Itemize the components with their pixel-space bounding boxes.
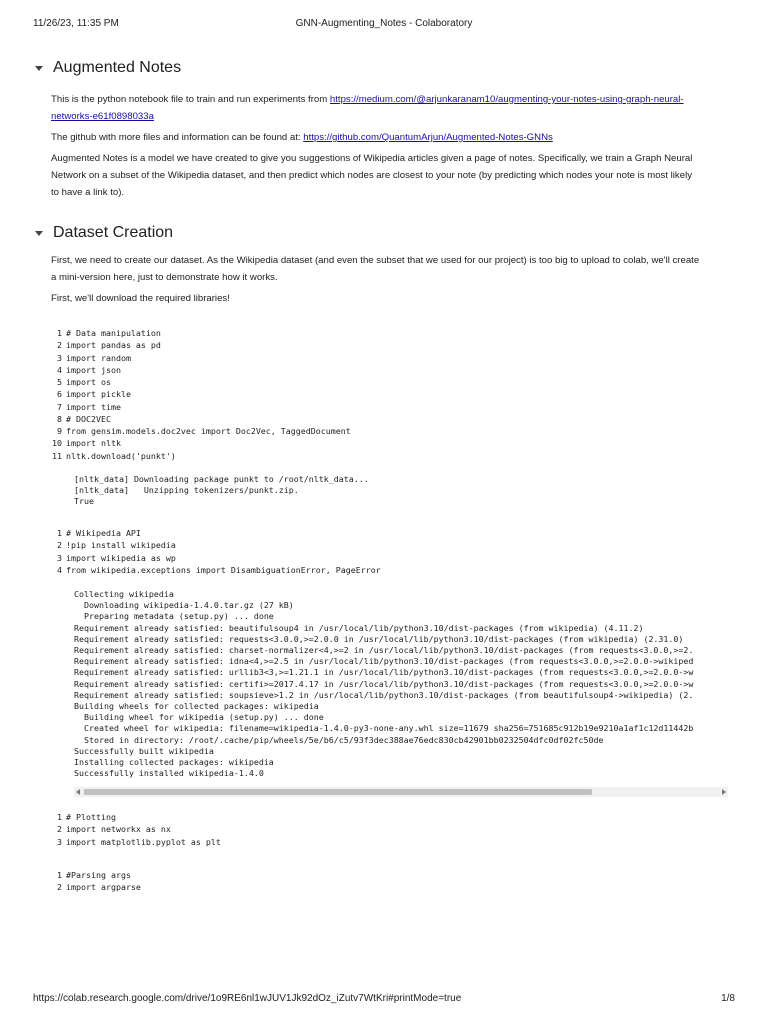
- code-cell-4[interactable]: [51, 869, 732, 894]
- output-line: Successfully built wikipedia: [74, 745, 214, 756]
- output-line: Stored in directory: /root/.cache/pip/wheels/5e/b6/c5/93f3dec388ae76edc830cb42901bb0232504dfc0df02fc50de: [74, 734, 604, 745]
- code-text: # Wikipedia API: [66, 528, 141, 538]
- code-line: [51, 425, 732, 437]
- line-number: 1: [57, 812, 62, 822]
- output-line: [nltk_data] Downloading package punkt to /root/nltk_data...: [74, 474, 369, 484]
- code-text: import pickle: [66, 389, 131, 400]
- code-text: import pandas as pd: [66, 340, 161, 351]
- output-line: True: [74, 496, 94, 507]
- section-title: Augmented Notes: [53, 59, 182, 76]
- notebook-title: GNN-Augmenting_Notes - Colaboratory: [295, 18, 473, 29]
- section-augmented-notes: [33, 58, 735, 78]
- code-line: [51, 539, 732, 551]
- github-text: The github with more files and information can be found at:: [51, 132, 304, 143]
- code-line: [51, 869, 732, 881]
- output-line: Downloading wikipedia-1.4.0.tar.gz (27 kB): [74, 600, 294, 611]
- code-text: import nltk: [66, 438, 121, 449]
- line-number: 5: [57, 377, 62, 387]
- output-line: Collecting wikipedia: [74, 589, 174, 599]
- line-number: 6: [57, 389, 62, 400]
- code-text: import random: [66, 352, 131, 363]
- code-line: [51, 376, 732, 388]
- collapse-caret-icon[interactable]: [35, 231, 43, 236]
- medium-article-link[interactable]: https://medium.com/@arjunkaranam10/augmenting-your-notes-using-graph-neural-networks-e61f0898033a: [51, 94, 684, 122]
- section-header[interactable]: [33, 223, 735, 243]
- print-datetime: 11/26/23, 11:35 PM: [33, 18, 119, 29]
- code-line: [51, 413, 732, 425]
- code-line: [51, 437, 732, 449]
- code-cell-3[interactable]: [51, 811, 732, 848]
- code-line: [51, 564, 732, 576]
- code-text: # Data manipulation: [66, 328, 161, 338]
- github-link[interactable]: https://github.com/QuantumArjun/Augmented-Notes-GNNs: [303, 132, 553, 143]
- line-number: 3: [57, 352, 62, 363]
- output-line: Preparing metadata (setup.py) ... done: [74, 611, 274, 622]
- section-dataset-creation: [33, 223, 735, 243]
- output-line: Requirement already satisfied: idna<4,>=2.5 in /usr/local/lib/python3.10/dist-packages (from requests<3.0.0,>=2.0.0->wikiped: [74, 656, 694, 667]
- intro-text: This is the python notebook file to train and run experiments from: [51, 94, 330, 105]
- code-line: [51, 527, 732, 539]
- output-line: Requirement already satisfied: requests<3.0.0,>=2.0.0 in /usr/local/lib/python3.10/dist-packages (from wikipedia) (2.31.0): [74, 633, 684, 644]
- dataset-paragraph: First, we need to create our dataset. As the Wikipedia dataset (and even the subset that we used for our project) is too big to upload to colab, we'll create a mini-version here, just to demonstrate how it works.: [51, 255, 700, 283]
- code-text: nltk.download('punkt'): [66, 450, 176, 461]
- print-url: https://colab.research.google.com/drive/1o9RE6nl1wJUV1Jk92dOz_iZutv7WtKri#printMode=true: [33, 993, 462, 1004]
- output-line: Requirement already satisfied: beautifulsoup4 in /usr/local/lib/python3.10/dist-packages (from wikipedia) (4.11.2): [74, 622, 644, 633]
- output-line: Requirement already satisfied: soupsieve>1.2 in /usr/local/lib/python3.10/dist-packages (from beautifulsoup4->wikipedia) (2.: [74, 689, 694, 700]
- print-footer: [33, 993, 735, 1007]
- code-text: import wikipedia as wp: [66, 552, 176, 563]
- code-line: [51, 327, 732, 339]
- output-line: Requirement already satisfied: urllib3<3,>=1.21.1 in /usr/local/lib/python3.10/dist-packages (from requests<3.0.0,>=2.0.0->w: [74, 667, 694, 678]
- line-number: 7: [57, 401, 62, 412]
- code-line: [51, 811, 732, 823]
- code-line: [51, 836, 732, 848]
- output-line: [nltk_data] Unzipping tokenizers/punkt.zip.: [74, 485, 299, 496]
- code-text: #Parsing args: [66, 870, 131, 880]
- code-line: [51, 339, 732, 351]
- code-line: [51, 552, 732, 564]
- output-line: Successfully installed wikipedia-1.4.0: [74, 768, 264, 779]
- code-text: import time: [66, 401, 121, 412]
- line-number: 4: [57, 564, 62, 575]
- output-line: Requirement already satisfied: charset-normalizer<4,>=2 in /usr/local/lib/python3.10/dist-packages (from requests<3.0.0,>=2.: [74, 645, 694, 656]
- line-number: 2: [57, 540, 62, 551]
- code-text: from gensim.models.doc2vec import Doc2Vec, TaggedDocument: [66, 426, 351, 436]
- print-header: [33, 18, 735, 32]
- markdown-cell-intro: [51, 91, 701, 205]
- line-number: 10: [52, 438, 62, 449]
- output-line: Building wheels for collected packages: wikipedia: [74, 701, 319, 712]
- line-number: 1: [57, 328, 62, 338]
- intro-paragraph: [51, 91, 701, 125]
- code-line: [51, 823, 732, 835]
- line-number: 8: [57, 413, 62, 424]
- code-text: import json: [66, 364, 121, 375]
- code-text: # Plotting: [66, 812, 116, 822]
- code-text: import matplotlib.pyplot as plt: [66, 836, 221, 847]
- code-line: [51, 388, 732, 400]
- collapse-caret-icon[interactable]: [35, 66, 43, 71]
- line-number: 9: [57, 426, 62, 436]
- output-line: Building wheel for wikipedia (setup.py) ... done: [74, 712, 324, 723]
- code-line: [51, 881, 732, 893]
- code-text: import argparse: [66, 882, 141, 893]
- line-number: 3: [57, 552, 62, 563]
- code-cell-2[interactable]: [51, 527, 732, 576]
- output-line: Installing collected packages: wikipedia: [74, 757, 274, 768]
- cell-output-2: [74, 589, 728, 779]
- line-number: 1: [57, 870, 62, 880]
- line-number: 11: [52, 450, 62, 461]
- download-paragraph: First, we'll download the required libraries!: [51, 293, 230, 304]
- line-number: 2: [57, 882, 62, 893]
- page-number: 1/8: [721, 993, 735, 1004]
- code-line: [51, 352, 732, 364]
- code-text: # DOC2VEC: [66, 413, 111, 424]
- code-text: import networkx as nx: [66, 824, 171, 835]
- scroll-left-arrow-icon[interactable]: [76, 789, 80, 795]
- section-header[interactable]: [33, 58, 735, 78]
- code-line: [51, 450, 732, 462]
- line-number: 2: [57, 340, 62, 351]
- scrollbar-thumb[interactable]: [84, 789, 592, 795]
- cell-output-1: [74, 474, 728, 508]
- code-text: from wikipedia.exceptions import DisambiguationError, PageError: [66, 564, 381, 575]
- scroll-right-arrow-icon[interactable]: [722, 789, 726, 795]
- code-text: import os: [66, 377, 111, 387]
- github-paragraph: [51, 129, 701, 146]
- output-line: Requirement already satisfied: certifi>=2017.4.17 in /usr/local/lib/python3.10/dist-packages (from requests<3.0.0,>=2.0.0->w: [74, 678, 694, 689]
- code-cell-1[interactable]: [51, 327, 732, 462]
- line-number: 3: [57, 836, 62, 847]
- line-number: 2: [57, 824, 62, 835]
- output-line: Created wheel for wikipedia: filename=wikipedia-1.4.0-py3-none-any.whl size=11679 sha256=751685c912b19e9210a1af1c12d11442b: [74, 723, 694, 734]
- section-title: Dataset Creation: [53, 224, 174, 241]
- code-line: [51, 364, 732, 376]
- code-text: !pip install wikipedia: [66, 540, 176, 551]
- output-horizontal-scrollbar[interactable]: [74, 787, 728, 797]
- code-line: [51, 401, 732, 413]
- description-paragraph: Augmented Notes is a model we have created to give you suggestions of Wikipedia articles given a page of notes. Specifically, we train a Graph Neural Network on a subset of the Wikipedia dataset, and then predict which nodes are closest to your note (by predicting which nodes your note is most likely to have a link to).: [51, 153, 693, 198]
- line-number: 1: [57, 528, 62, 538]
- markdown-cell-dataset: [51, 252, 701, 311]
- line-number: 4: [57, 364, 62, 375]
